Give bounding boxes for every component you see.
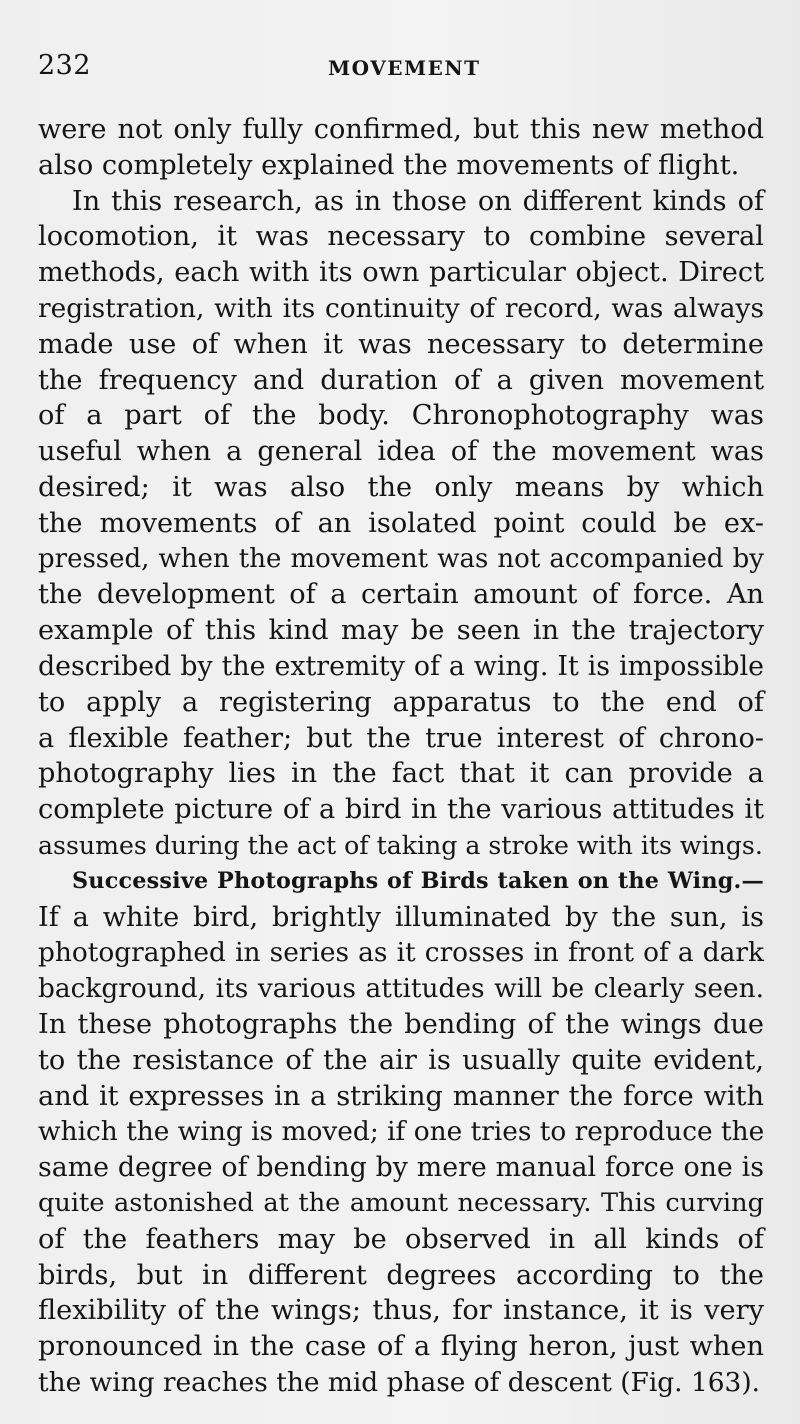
page-number: 232 — [38, 50, 92, 81]
text-line: example of this kind may be seen in the trajectory — [38, 615, 764, 647]
running-head: MOVEMENT — [328, 56, 481, 80]
text-line: assumes during the act of taking a stroke with its wings. — [38, 830, 763, 860]
text-line: photographed in series as it crosses in front of a dark — [38, 937, 764, 969]
text-line: the frequency and duration of a given movement — [38, 364, 764, 396]
text-line: a flexible feather; but the true interest of chrono- — [38, 722, 764, 754]
page-header — [38, 50, 758, 90]
body-text — [38, 112, 764, 1401]
text-line: of a part of the body. Chronophotography was — [38, 400, 764, 432]
text-line: to the resistance of the air is usually quite evident, — [38, 1044, 764, 1076]
text-line: If a white bird, brightly illuminated by the sun, is — [38, 901, 764, 933]
text-line: pressed, when the movement was not accompanied by — [38, 543, 764, 574]
text-line: locomotion, it was necessary to combine several — [38, 221, 764, 253]
text-line: quite astonished at the amount necessary. This curving — [38, 1187, 764, 1218]
text-line: complete picture of a bird in the various attitudes it — [38, 794, 764, 826]
text-line: photography lies in the fact that it can provide a — [38, 758, 764, 790]
text-line: registration, with its continuity of record, was always — [38, 292, 764, 324]
text-line: also completely explained the movements of flight. — [38, 149, 740, 181]
section-subheading: Successive Photographs of Birds taken on the Wing.— — [72, 867, 764, 894]
text-line: and it expresses in a striking manner the force with — [38, 1080, 764, 1112]
text-line: described by the extremity of a wing. It is impossible — [38, 650, 764, 682]
text-line: the development of a certain amount of force. An — [38, 579, 764, 611]
text-line: the wing reaches the mid phase of descent (Fig. 163). — [38, 1366, 761, 1398]
text-line: same degree of bending by mere manual force one is — [38, 1152, 764, 1184]
text-line: pronounced in the case of a flying heron, just when — [38, 1331, 764, 1363]
text-line: flexibility of the wings; thus, for instance, it is very — [38, 1295, 764, 1327]
text-line: were not only fully confirmed, but this new method — [38, 114, 764, 145]
text-line: made use of when it was necessary to determine — [38, 328, 764, 360]
text-line: In this research, as in those on different kinds of — [72, 185, 764, 217]
text-line: which the wing is moved; if one tries to reproduce the — [38, 1116, 765, 1148]
text-line: birds, but in different degrees according to the — [38, 1259, 764, 1291]
text-line: to apply a registering apparatus to the end of — [38, 686, 764, 718]
text-line: In these photographs the bending of the wings due — [38, 1008, 764, 1040]
text-line: methods, each with its own particular object. Direct — [38, 257, 764, 289]
text-line: the movements of an isolated point could be ex- — [38, 507, 764, 539]
text-line: of the feathers may be observed in all kinds of — [38, 1223, 764, 1255]
text-line: useful when a general idea of the movement was — [38, 436, 764, 468]
text-line: desired; it was also the only means by which — [38, 471, 764, 503]
text-line: background, its various attitudes will be clearly seen. — [38, 973, 764, 1005]
